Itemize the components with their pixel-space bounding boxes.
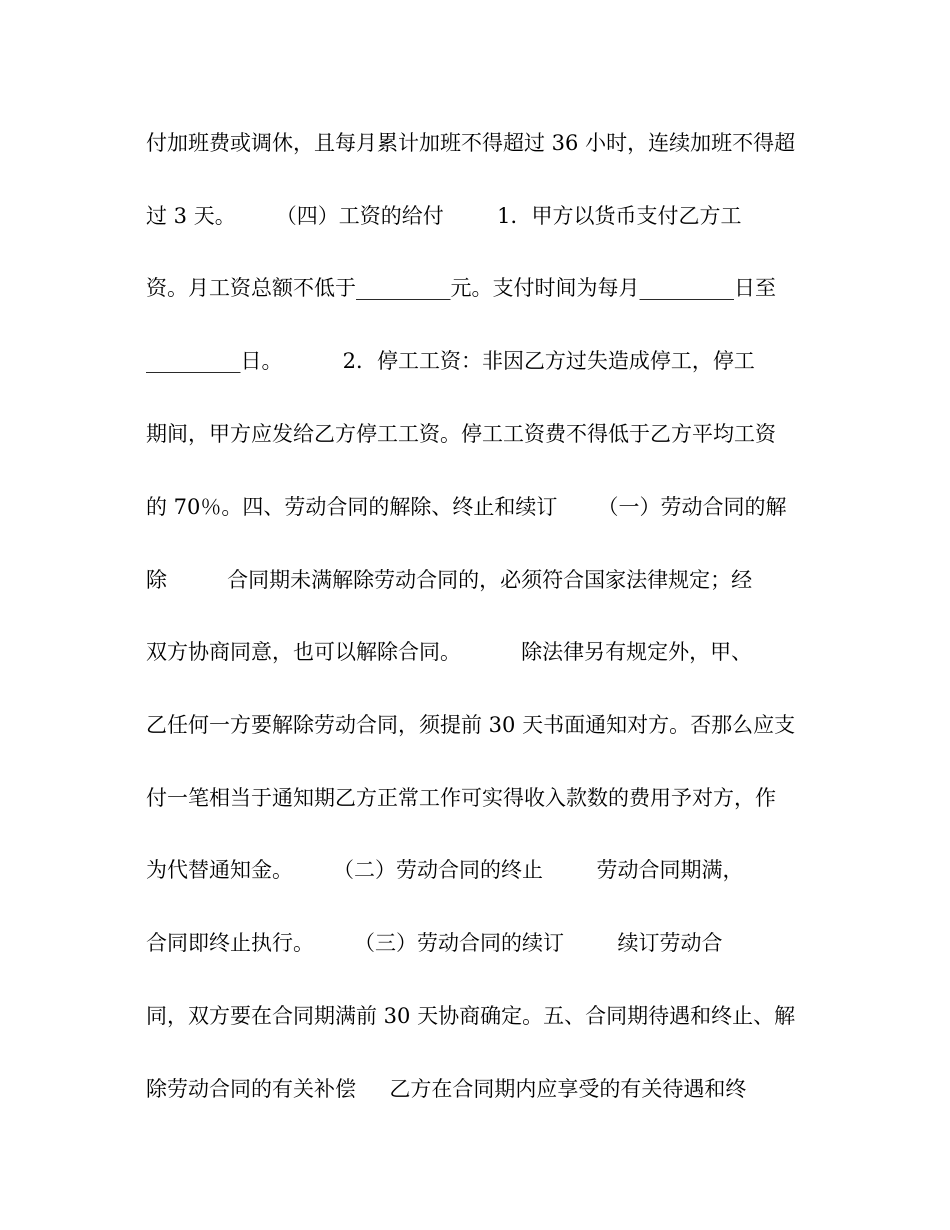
text-line: 合同即终止执行。 （三）劳动合同的续订 续订劳动合 xyxy=(146,931,723,955)
text-line: 除 合同期未满解除劳动合同的，必须符合国家法律规定；经 xyxy=(146,568,753,592)
text-line: 过 3 天。 （四）工资的给付 1．甲方以货币支付乙方工 xyxy=(146,204,742,228)
text-line: 的 70％。四、劳动合同的解除、终止和续订 （一）劳动合同的解 xyxy=(146,495,787,519)
text-line: 资。月工资总额不低于_________元。支付时间为每月_________日至 xyxy=(146,276,776,300)
text-line: 为代替通知金。 （二）劳动合同的终止 劳动合同期满， xyxy=(146,858,744,882)
text-line: 除劳动合同的有关补偿 乙方在合同期内应享受的有关待遇和终 xyxy=(146,1077,747,1101)
text-line: 同，双方要在合同期满前 30 天协商确定。五、合同期待遇和终止、解 xyxy=(146,1004,796,1028)
text-line: _________日。 2．停工工资：非因乙方过失造成停工，停工 xyxy=(146,349,755,373)
text-line: 期间，甲方应发给乙方停工工资。停工工资费不得低于乙方平均工资 xyxy=(146,422,776,446)
text-line: 乙任何一方要解除劳动合同，须提前 30 天书面通知对方。否那么应支 xyxy=(146,713,796,737)
text-line: 付一笔相当于通知期乙方正常工作可实得收入款数的费用予对方，作 xyxy=(146,786,776,810)
text-line: 双方协商同意，也可以解除合同。 除法律另有规定外，甲、 xyxy=(146,640,753,664)
text-line: 付加班费或调休，且每月累计加班不得超过 36 小时，连续加班不得超 xyxy=(146,131,796,155)
